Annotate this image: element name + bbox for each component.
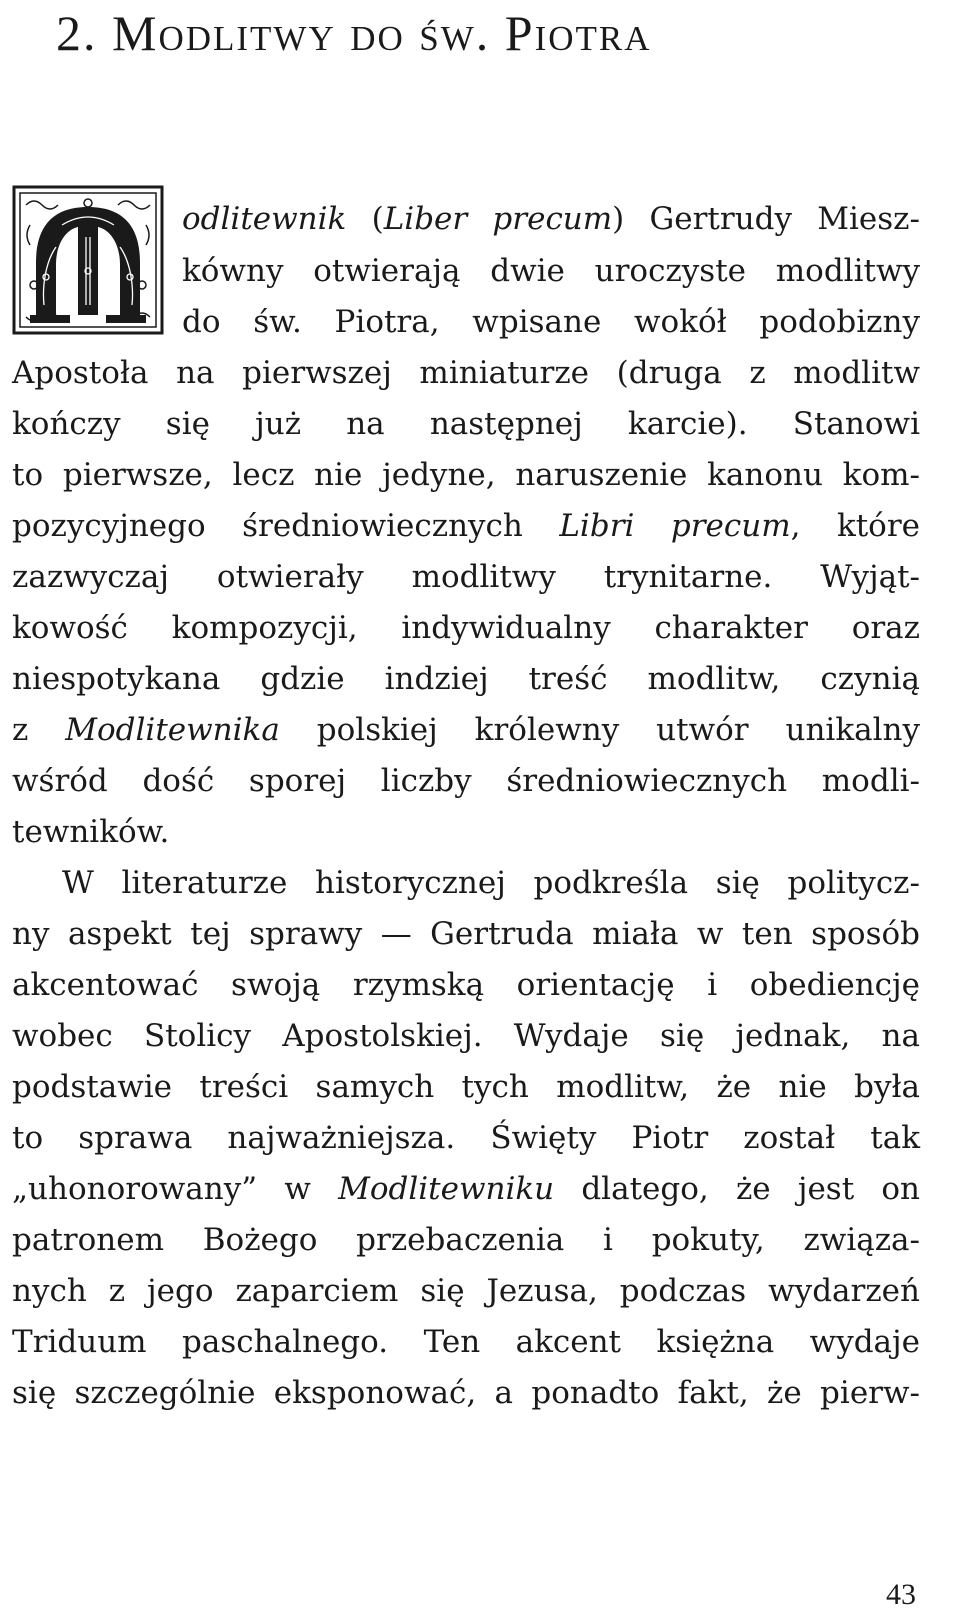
text-line-21: patronem Bożego przebaczenia i pokuty, związa- <box>12 1222 920 1258</box>
text-line-13: tewników. <box>12 814 170 850</box>
text-line-9: kowość kompozycji, indywidualny charakter oraz <box>12 610 920 646</box>
text-line-19: to sprawa najważniejsza. Święty Piotr został tak <box>12 1120 920 1156</box>
text-line-18: podstawie treści samych tych modlitw, że nie była <box>12 1069 920 1105</box>
text-line-16: akcentować swoją rzymską orientację i obediencję <box>12 967 920 1003</box>
page-number: 43 <box>886 1578 916 1611</box>
text-line-17: wobec Stolicy Apostolskiej. Wydaje się jednak, na <box>12 1018 920 1054</box>
text-line-24: się szczególnie eksponować, a ponadto fakt, że pierw- <box>12 1375 920 1411</box>
text-line-1: odlitewnik (Liber precum) Gertrudy Miesz- <box>182 201 920 237</box>
text-line-15: ny aspekt tej sprawy — Gertruda miała w ten sposób <box>12 916 920 952</box>
text-line-20: „uhonorowany” w Modlitewniku dlatego, że jest on <box>12 1171 921 1207</box>
text-line-10: niespotykana gdzie indziej treść modlitw, czynią <box>12 661 920 697</box>
text-line-11: z Modlitewnika polskiej królewny utwór unikalny <box>12 712 921 748</box>
text-line-7: pozycyjnego średniowiecznych Libri precum, które <box>12 508 921 544</box>
text-line-14: W literaturze historycznej podkreśla się politycz- <box>62 865 920 901</box>
text-line-6: to pierwsze, lecz nie jedyne, naruszenie kanonu kom- <box>12 457 920 493</box>
text-line-2: kówny otwierają dwie uroczyste modlitwy <box>182 253 920 289</box>
text-line-4: Apostoła na pierwszej miniaturze (druga z modlitw <box>12 355 920 391</box>
text-line-12: wśród dość sporej liczby średniowiecznych modli- <box>12 763 920 799</box>
text-line-5: kończy się już na następnej karcie). Stanowi <box>12 406 920 442</box>
text-line-22: nych z jego zaparciem się Jezusa, podczas wydarzeń <box>12 1273 920 1309</box>
text-line-23: Triduum paschalnego. Ten akcent księżna wydaje <box>12 1324 920 1360</box>
chapter-heading: 2. Modlitwy do św. Piotra <box>56 5 652 61</box>
text-line-3: do św. Piotra, wpisane wokół podobizny <box>182 304 920 340</box>
text-line-8: zazwyczaj otwierały modlitwy trynitarne. Wyjąt- <box>12 559 920 595</box>
